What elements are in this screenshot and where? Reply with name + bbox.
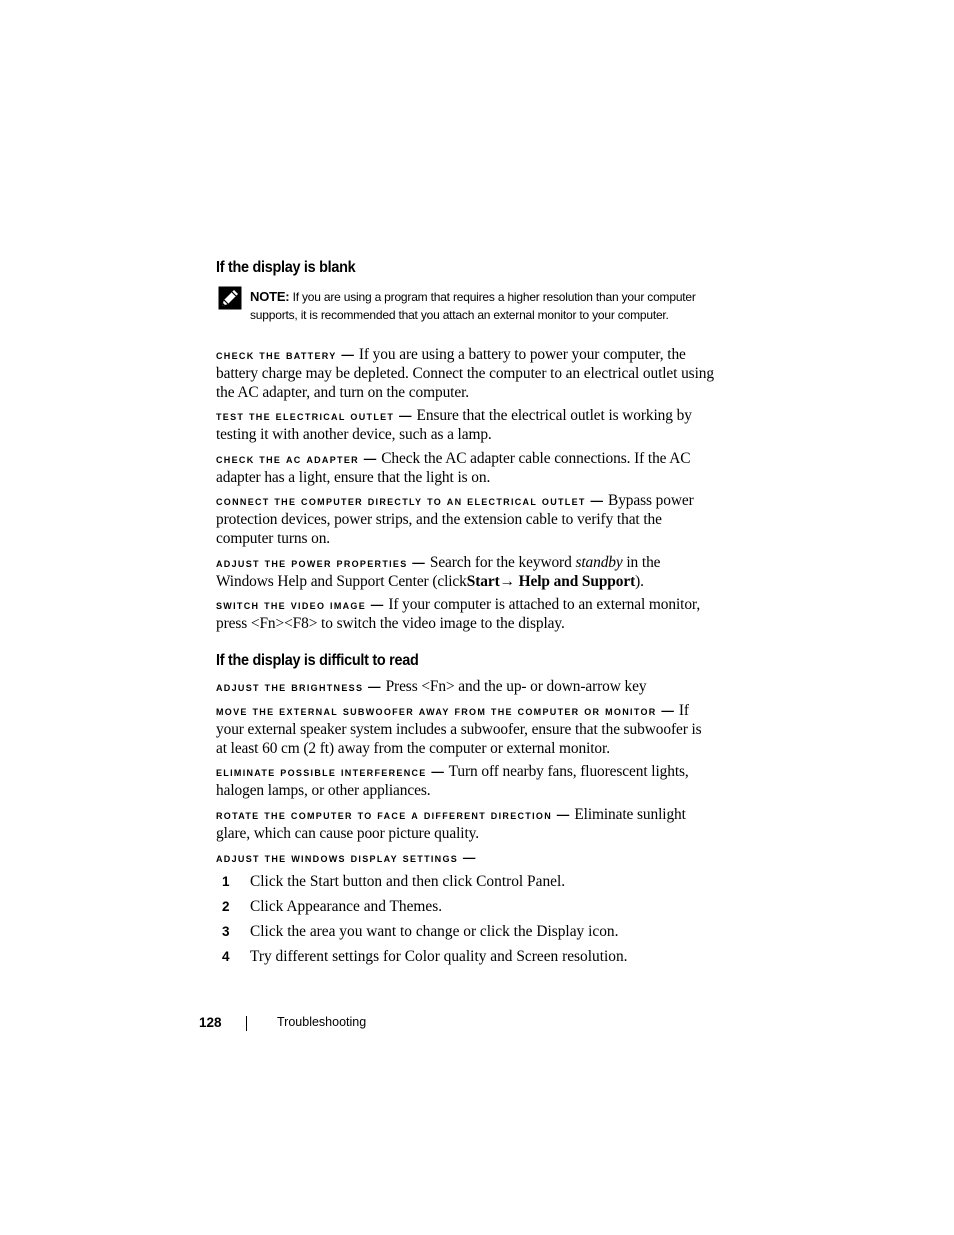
step-text: and [490, 947, 513, 965]
ui-label-color-quality: Color quality [404, 947, 487, 965]
step-number: 2 [222, 899, 230, 914]
item-text: ). [635, 572, 644, 590]
item-text-italic: standby [575, 554, 623, 571]
item-text: If you are using a battery to power your computer, the battery charge may be depleted. Connect the computer to an electrical outlet using the AC adapter, and turn on the computer. [216, 346, 714, 401]
heading-display-difficult: If the display is difficult to read [216, 652, 419, 669]
ui-label-screen-resolution: Screen resolution [516, 947, 624, 965]
item-text: Turn off nearby fans, fluorescent lights, halogen lamps, or other appliances. [216, 763, 689, 799]
step-text: . [561, 872, 566, 890]
step-item [222, 894, 722, 919]
ui-label-display: Display [536, 922, 585, 940]
step-item [222, 919, 722, 944]
item-text: Ensure that the electrical outlet is working by testing it with another device, such as a lamp. [216, 407, 692, 443]
item-term: eliminate possible interference — [216, 765, 446, 779]
item-term: move the external subwoofer away from the computer or monitor — [216, 704, 676, 718]
item-text: Press <Fn> and the up- or down-arrow key [385, 678, 647, 695]
heading-display-blank: If the display is blank [216, 259, 356, 276]
footer-divider [246, 1016, 247, 1031]
item-check-battery [216, 346, 714, 402]
step-text: Try different settings for [250, 947, 401, 965]
item-text: Bypass power protection devices, power strips, and the extension cable to verify that the computer turns on. [216, 492, 694, 547]
item-term: adjust the brightness — [216, 680, 382, 694]
item-text: If your computer is attached to an external monitor, press <Fn><F8> to switch the video image to the display. [216, 596, 701, 632]
item-adjust-brightness [216, 678, 714, 697]
ui-label-appearance-themes: Appearance and Themes [286, 897, 439, 915]
item-term: check the battery — [216, 348, 356, 362]
ui-label-start: Start [309, 872, 339, 890]
item-term: test the electrical outlet — [216, 409, 413, 423]
item-rotate-computer [216, 806, 714, 844]
item-text: Search for the keyword [429, 554, 572, 571]
arrow-icon: → [499, 572, 515, 590]
item-windows-display-settings [216, 849, 714, 868]
item-term: rotate the computer to face a different direction — [216, 808, 571, 822]
step-text: button and then click [342, 872, 473, 890]
step-text: Click [250, 897, 284, 915]
menu-path-help: Help and Support [518, 572, 636, 590]
item-term: adjust the power properties — [216, 556, 427, 570]
step-text: . [438, 897, 443, 915]
step-text: . [623, 947, 628, 965]
item-text: If your external speaker system includes a subwoofer, ensure that the subwoofer is at least 60 cm (2 ft) away from the computer or external monitor. [216, 702, 702, 757]
footer-section-title: Troubleshooting [277, 1015, 367, 1029]
step-text: Click the area you want to change or click the [250, 922, 533, 940]
ui-label-control-panel: Control Panel [476, 872, 562, 890]
item-connect-directly [216, 492, 714, 548]
item-check-ac-adapter [216, 450, 714, 488]
note-text: If you are using a program that requires a higher resolution than your computer supports, it is recommended that you attach an external monitor to your computer. [250, 290, 696, 322]
item-power-properties [216, 554, 714, 592]
page-number: 128 [199, 1015, 222, 1030]
step-text: Click the [250, 872, 306, 890]
item-term: switch the video image — [216, 598, 385, 612]
note-label: NOTE: [250, 289, 290, 304]
step-item [222, 869, 722, 894]
step-item [222, 944, 722, 969]
item-eliminate-interference [216, 763, 714, 801]
item-move-subwoofer [216, 702, 714, 758]
menu-path-start: Start [466, 572, 500, 590]
step-number: 3 [222, 924, 230, 939]
item-test-outlet [216, 407, 714, 445]
item-text: Eliminate sunlight glare, which can cause poor picture quality. [216, 806, 686, 842]
item-term: connect the computer directly to an electrical outlet — [216, 494, 605, 508]
item-switch-video [216, 596, 714, 634]
step-number: 4 [222, 949, 230, 964]
item-text: Check the AC adapter cable connections. If the AC adapter has a light, ensure that the light is on. [216, 450, 691, 486]
note-block [250, 288, 720, 324]
item-term: adjust the windows display settings — [216, 851, 477, 865]
item-text: in the Windows Help and Support Center (click [216, 554, 661, 590]
note-pencil-icon [218, 286, 242, 310]
item-term: check the ac adapter — [216, 452, 378, 466]
steps-list [222, 869, 722, 969]
step-text: icon. [588, 922, 619, 940]
step-number: 1 [222, 874, 230, 889]
